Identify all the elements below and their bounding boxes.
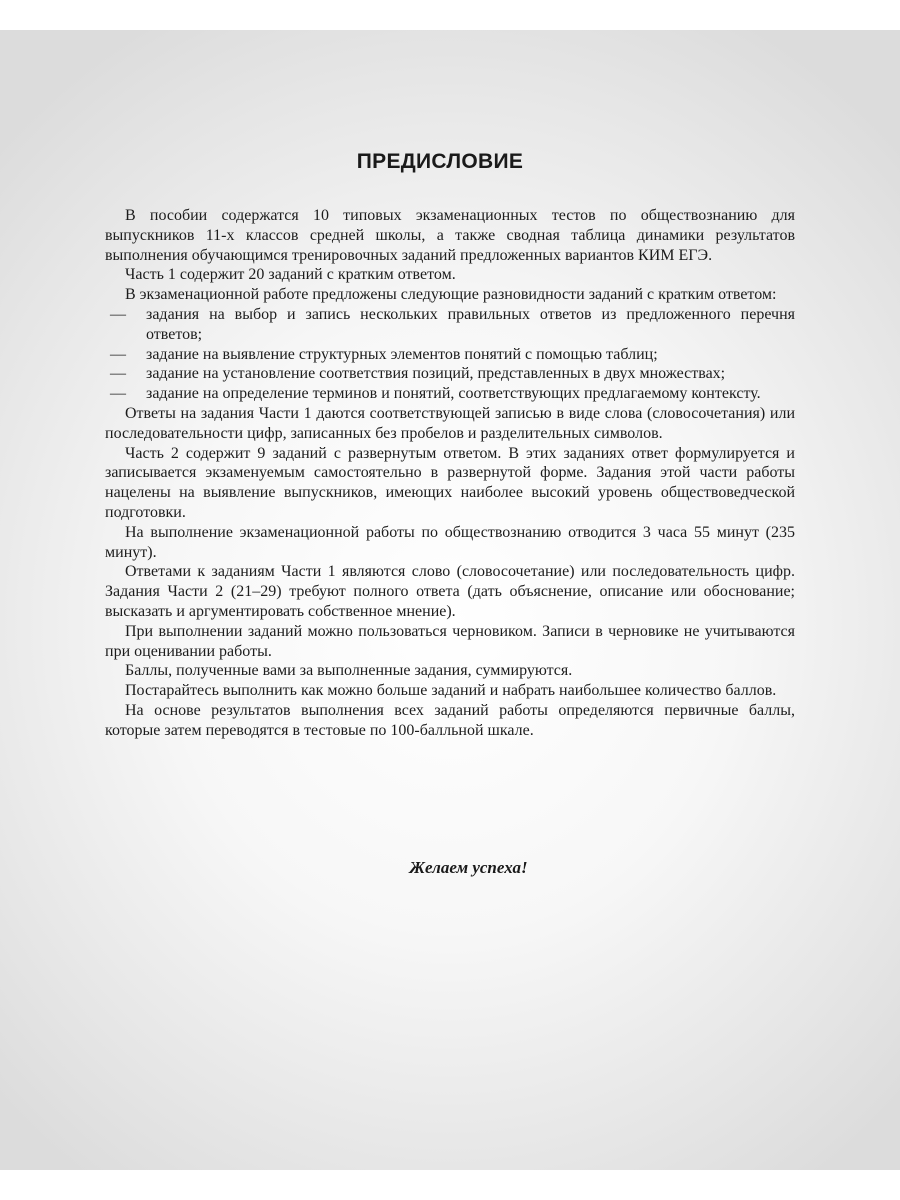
page-title: ПРЕДИСЛОВИЕ (356, 150, 524, 173)
list-item (105, 305, 795, 345)
list-item-text: задание на выявление структурных элементов понятий с помощью таблиц; (146, 345, 658, 363)
list-item (105, 364, 795, 384)
list-dash: — (110, 385, 126, 403)
paragraph-task-types: В экзаменационной работе предложены следующие разновидности заданий с кратким ответом: (125, 286, 777, 304)
list-item (105, 345, 795, 365)
paragraph-intro: В пособии содержатся 10 типовых экзаменационных тестов по обществознанию для выпускников 11-х классов средней школы, а также сводная таблица динамики результатов выполнения обучающимся тренировочных заданий предложенных вариантов КИМ ЕГЭ. (105, 207, 795, 264)
list-item-text: задания на выбор и запись нескольких правильных ответов из предложенного перечня ответов; (146, 305, 795, 343)
paragraph-scoring: Баллы, полученные вами за выполненные задания, суммируются. (125, 662, 573, 680)
paragraph-answer-format: Ответами к заданиям Части 1 являются слово (словосочетание) или последовательность цифр. Задания Части 2 (21–29) требуют полного ответа (дать объяснение, описание или обоснование; высказать и аргументировать собственное мнение). (105, 563, 795, 620)
paragraph-answers-part1: Ответы на задания Части 1 даются соответствующей записью в виде слова (словосочетания) или последовательности цифр, записанных без пробелов и разделительных символов. (105, 404, 795, 442)
list-item (105, 384, 795, 404)
paragraph-part1: Часть 1 содержит 20 заданий с кратким ответом. (125, 266, 456, 284)
paragraph-advice: Постарайтесь выполнить как можно больше заданий и набрать наибольшее количество баллов. (125, 682, 777, 700)
preface-body (105, 206, 795, 741)
list-dash: — (110, 365, 126, 383)
list-dash: — (110, 305, 126, 323)
task-types-list (105, 305, 795, 404)
paragraph-duration: На выполнение экзаменационной работы по обществознанию отводится 3 часа 55 минут (235 минут). (105, 523, 795, 561)
paragraph-part2: Часть 2 содержит 9 заданий с развернутым ответом. В этих заданиях ответ формулируется и записывается экзаменуемым самостоятельно в развернутой форме. Задания этой части работы нацелены на выявление выпускников, имеющих наиболее высокий уровень обществоведческой подготовки. (105, 444, 795, 521)
paragraph-draft: При выполнении заданий можно пользоваться черновиком. Записи в черновике не учитываются при оценивании работы. (105, 622, 795, 660)
list-item-text: задание на определение терминов и понятий, соответствующих предлагаемому контексту. (146, 385, 761, 403)
paragraph-scale: На основе результатов выполнения всех заданий работы определяются первичные баллы, которые затем переводятся в тестовые по 100-балльной шкале. (105, 701, 795, 739)
list-item-text: задание на установление соответствия позиций, представленных в двух множествах; (146, 365, 726, 383)
signoff: Желаем успеха! (409, 858, 528, 877)
book-page (0, 30, 900, 1170)
list-dash: — (110, 345, 126, 363)
